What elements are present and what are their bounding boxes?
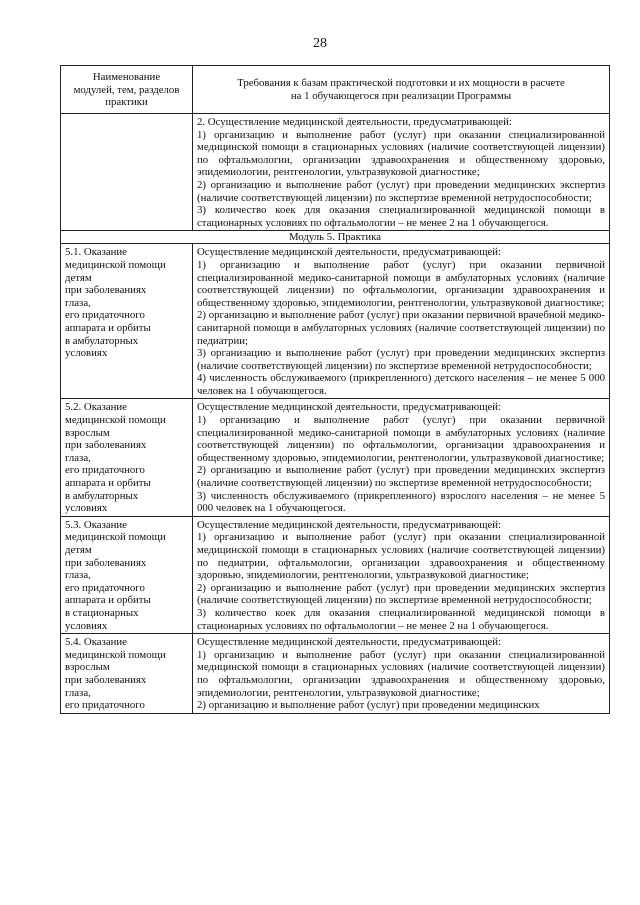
module-title: Модуль 5. Практика bbox=[61, 231, 610, 244]
requirement-line: Осуществление медицинской деятельности, предусматривающей: bbox=[197, 246, 502, 259]
table-row bbox=[61, 516, 610, 633]
section-name-line: глаза, bbox=[65, 686, 91, 699]
section-name-line: при заболеваниях bbox=[65, 673, 147, 686]
module-section-name bbox=[61, 634, 193, 714]
section-name-line: его придаточного bbox=[65, 699, 145, 712]
section-requirements bbox=[193, 516, 610, 633]
module-title-row bbox=[61, 231, 610, 244]
table-row bbox=[61, 634, 610, 714]
requirement-line: Осуществление медицинской деятельности, предусматривающей: bbox=[197, 401, 502, 414]
requirement-line: 1) организацию и выполнение работ (услуг) при оказании специализированной медицинской помощи в стационарных условиях (наличие соответствующей лицензии) по офтальмологии, организации здравоохранения и общественному здоровью, эпидемиологии, рентгенологии, ультразвуковой диагностике; bbox=[197, 128, 605, 179]
module-section-name bbox=[61, 244, 193, 399]
module-section-name bbox=[61, 516, 193, 633]
section-name-line: 5.1. Оказание bbox=[65, 246, 127, 259]
section-name-line: взрослым bbox=[65, 661, 110, 674]
section-name-line: взрослым bbox=[65, 426, 110, 439]
requirement-line: 2) организацию и выполнение работ (услуг) при проведении медицинских экспертиз (наличие соответствующей лицензии) по экспертизе временной нетрудоспособности; bbox=[197, 581, 605, 607]
continuation-name-cell bbox=[61, 114, 193, 231]
header-line: Требования к базам практической подготовки и их мощности в расчете bbox=[237, 77, 565, 90]
requirement-line: Осуществление медицинской деятельности, предусматривающей: bbox=[197, 518, 502, 531]
header-line: Наименование bbox=[92, 71, 161, 84]
requirement-line: 2) организацию и выполнение работ (услуг) при проведении медицинских bbox=[197, 699, 540, 712]
section-name-line: в стационарных bbox=[65, 606, 139, 619]
section-name-line: детям bbox=[65, 271, 92, 284]
requirement-line: 3) количество коек для оказания специализированной медицинской помощи в стационарных условиях по офтальмологии – не менее 2 на 1 обучающегося. bbox=[197, 204, 605, 229]
section-name-line: медицинской помощи bbox=[65, 258, 166, 271]
section-name-line: 5.3. Оказание bbox=[65, 518, 127, 531]
section-name-line: в амбулаторных bbox=[65, 489, 139, 502]
requirements-table bbox=[60, 65, 610, 714]
table-header-row bbox=[61, 66, 610, 114]
section-name-line: условиях bbox=[65, 347, 108, 360]
section-name-line: при заболеваниях bbox=[65, 284, 147, 297]
section-name-line: 5.4. Оказание bbox=[65, 636, 127, 649]
section-name-line: его придаточного bbox=[65, 581, 145, 594]
section-name-line: глаза, bbox=[65, 451, 91, 464]
section-name-line: медицинской помощи bbox=[65, 414, 166, 427]
header-module-name bbox=[61, 66, 193, 114]
section-name-line: медицинской помощи bbox=[65, 648, 166, 661]
section-name-line: глаза, bbox=[65, 296, 91, 309]
header-line: на 1 обучающегося при реализации Программы bbox=[290, 90, 512, 102]
requirement-line: Осуществление медицинской деятельности, предусматривающей: bbox=[197, 636, 502, 649]
section-name-line: аппарата и орбиты bbox=[65, 594, 151, 607]
requirement-line: 1) организацию и выполнение работ (услуг) при оказании первичной специализированной медико-санитарной помощи в амбулаторных условиях (наличие соответствующей лицензии) по офтальмологии, организации здравоохранения и общественному здоровью, эпидемиологии, рентгенологии, ультразвуковой диагностике; bbox=[197, 414, 605, 464]
requirement-line: 2) организацию и выполнение работ (услуг) при проведении медицинских экспертиз (наличие соответствующей лицензии) по экспертизе временной нетрудоспособности; bbox=[197, 464, 605, 490]
requirement-line: 3) количество коек для оказания специализированной медицинской помощи в стационарных условиях по офтальмологии – не менее 2 на 1 обучающегося. bbox=[197, 606, 605, 632]
requirement-line: 3) численность обслуживаемого (прикрепленного) взрослого населения – не менее 5 000 человек на 1 обучающегося. bbox=[197, 489, 605, 515]
section-requirements bbox=[193, 634, 610, 714]
section-name-line: в амбулаторных bbox=[65, 334, 139, 347]
requirement-line: 3) организацию и выполнение работ (услуг) при проведении медицинских экспертиз (наличие соответствующей лицензии) по экспертизе временной нетрудоспособности; bbox=[197, 347, 605, 372]
header-line: практики bbox=[105, 96, 148, 109]
section-name-line: при заболеваниях bbox=[65, 439, 147, 452]
section-name-line: глаза, bbox=[65, 569, 91, 582]
section-name-line: условиях bbox=[65, 502, 108, 515]
header-requirements bbox=[193, 66, 610, 114]
section-name-line: аппарата и орбиты bbox=[65, 321, 151, 334]
requirement-line: 2) организацию и выполнение работ (услуг) при проведении медицинских экспертиз (наличие соответствующей лицензии) по экспертизе временной нетрудоспособности; bbox=[197, 178, 605, 204]
table-row bbox=[61, 244, 610, 399]
section-name-line: детям bbox=[65, 544, 92, 556]
section-name-line: при заболеваниях bbox=[65, 556, 147, 569]
requirement-line: 1) организацию и выполнение работ (услуг) при оказании специализированной медицинской помощи в стационарных условиях (наличие соответствующей лицензии) по педиатрии, офтальмологии, организации здравоохранения и общественному здоровью, эпидемиологии, рентгенологии, ультразвуковой диагностике; bbox=[197, 531, 605, 582]
continuation-row bbox=[61, 114, 610, 231]
page-number: 28 bbox=[313, 36, 327, 51]
requirement-line: 1) организацию и выполнение работ (услуг) при оказании специализированной медицинской помощи в стационарных условиях (наличие соответствующей лицензии) по офтальмологии, организации здравоохранения и общественному здоровью, эпидемиологии, рентгенологии, ультразвуковой диагностике; bbox=[197, 648, 605, 699]
section-name-line: его придаточного bbox=[65, 464, 145, 477]
requirement-line: 1) организацию и выполнение работ (услуг) при оказании первичной специализированной медико-санитарной помощи в амбулаторных условиях (наличие соответствующей лицензии) по офтальмологии, организации здравоохранения и общественному здоровью, эпидемиологии, рентгенологии, ультразвуковой диагностике; bbox=[197, 258, 605, 309]
header-line: модулей, тем, разделов bbox=[73, 83, 180, 96]
requirement-line: 2. Осуществление медицинской деятельности, предусматривающей: bbox=[197, 116, 512, 128]
module-section-name bbox=[61, 399, 193, 516]
section-name-line: аппарата и орбиты bbox=[65, 477, 151, 490]
requirement-line: 2) организацию и выполнение работ (услуг) при оказании первичной врачебной медико-санитарной помощи в амбулаторных условиях (наличие соответствующей лицензии) по педиатрии; bbox=[197, 309, 605, 347]
continuation-requirements-cell bbox=[193, 114, 610, 231]
table-row bbox=[61, 399, 610, 516]
section-name-line: условиях bbox=[65, 619, 108, 632]
section-requirements bbox=[193, 399, 610, 516]
section-name-line: его придаточного bbox=[65, 309, 145, 322]
section-name-line: медицинской помощи bbox=[65, 531, 166, 544]
requirement-line: 4) численность обслуживаемого (прикрепленного) детского населения – не менее 5 000 человек на 1 обучающегося. bbox=[197, 372, 605, 397]
section-name-line: 5.2. Оказание bbox=[65, 401, 127, 414]
section-requirements bbox=[193, 244, 610, 399]
